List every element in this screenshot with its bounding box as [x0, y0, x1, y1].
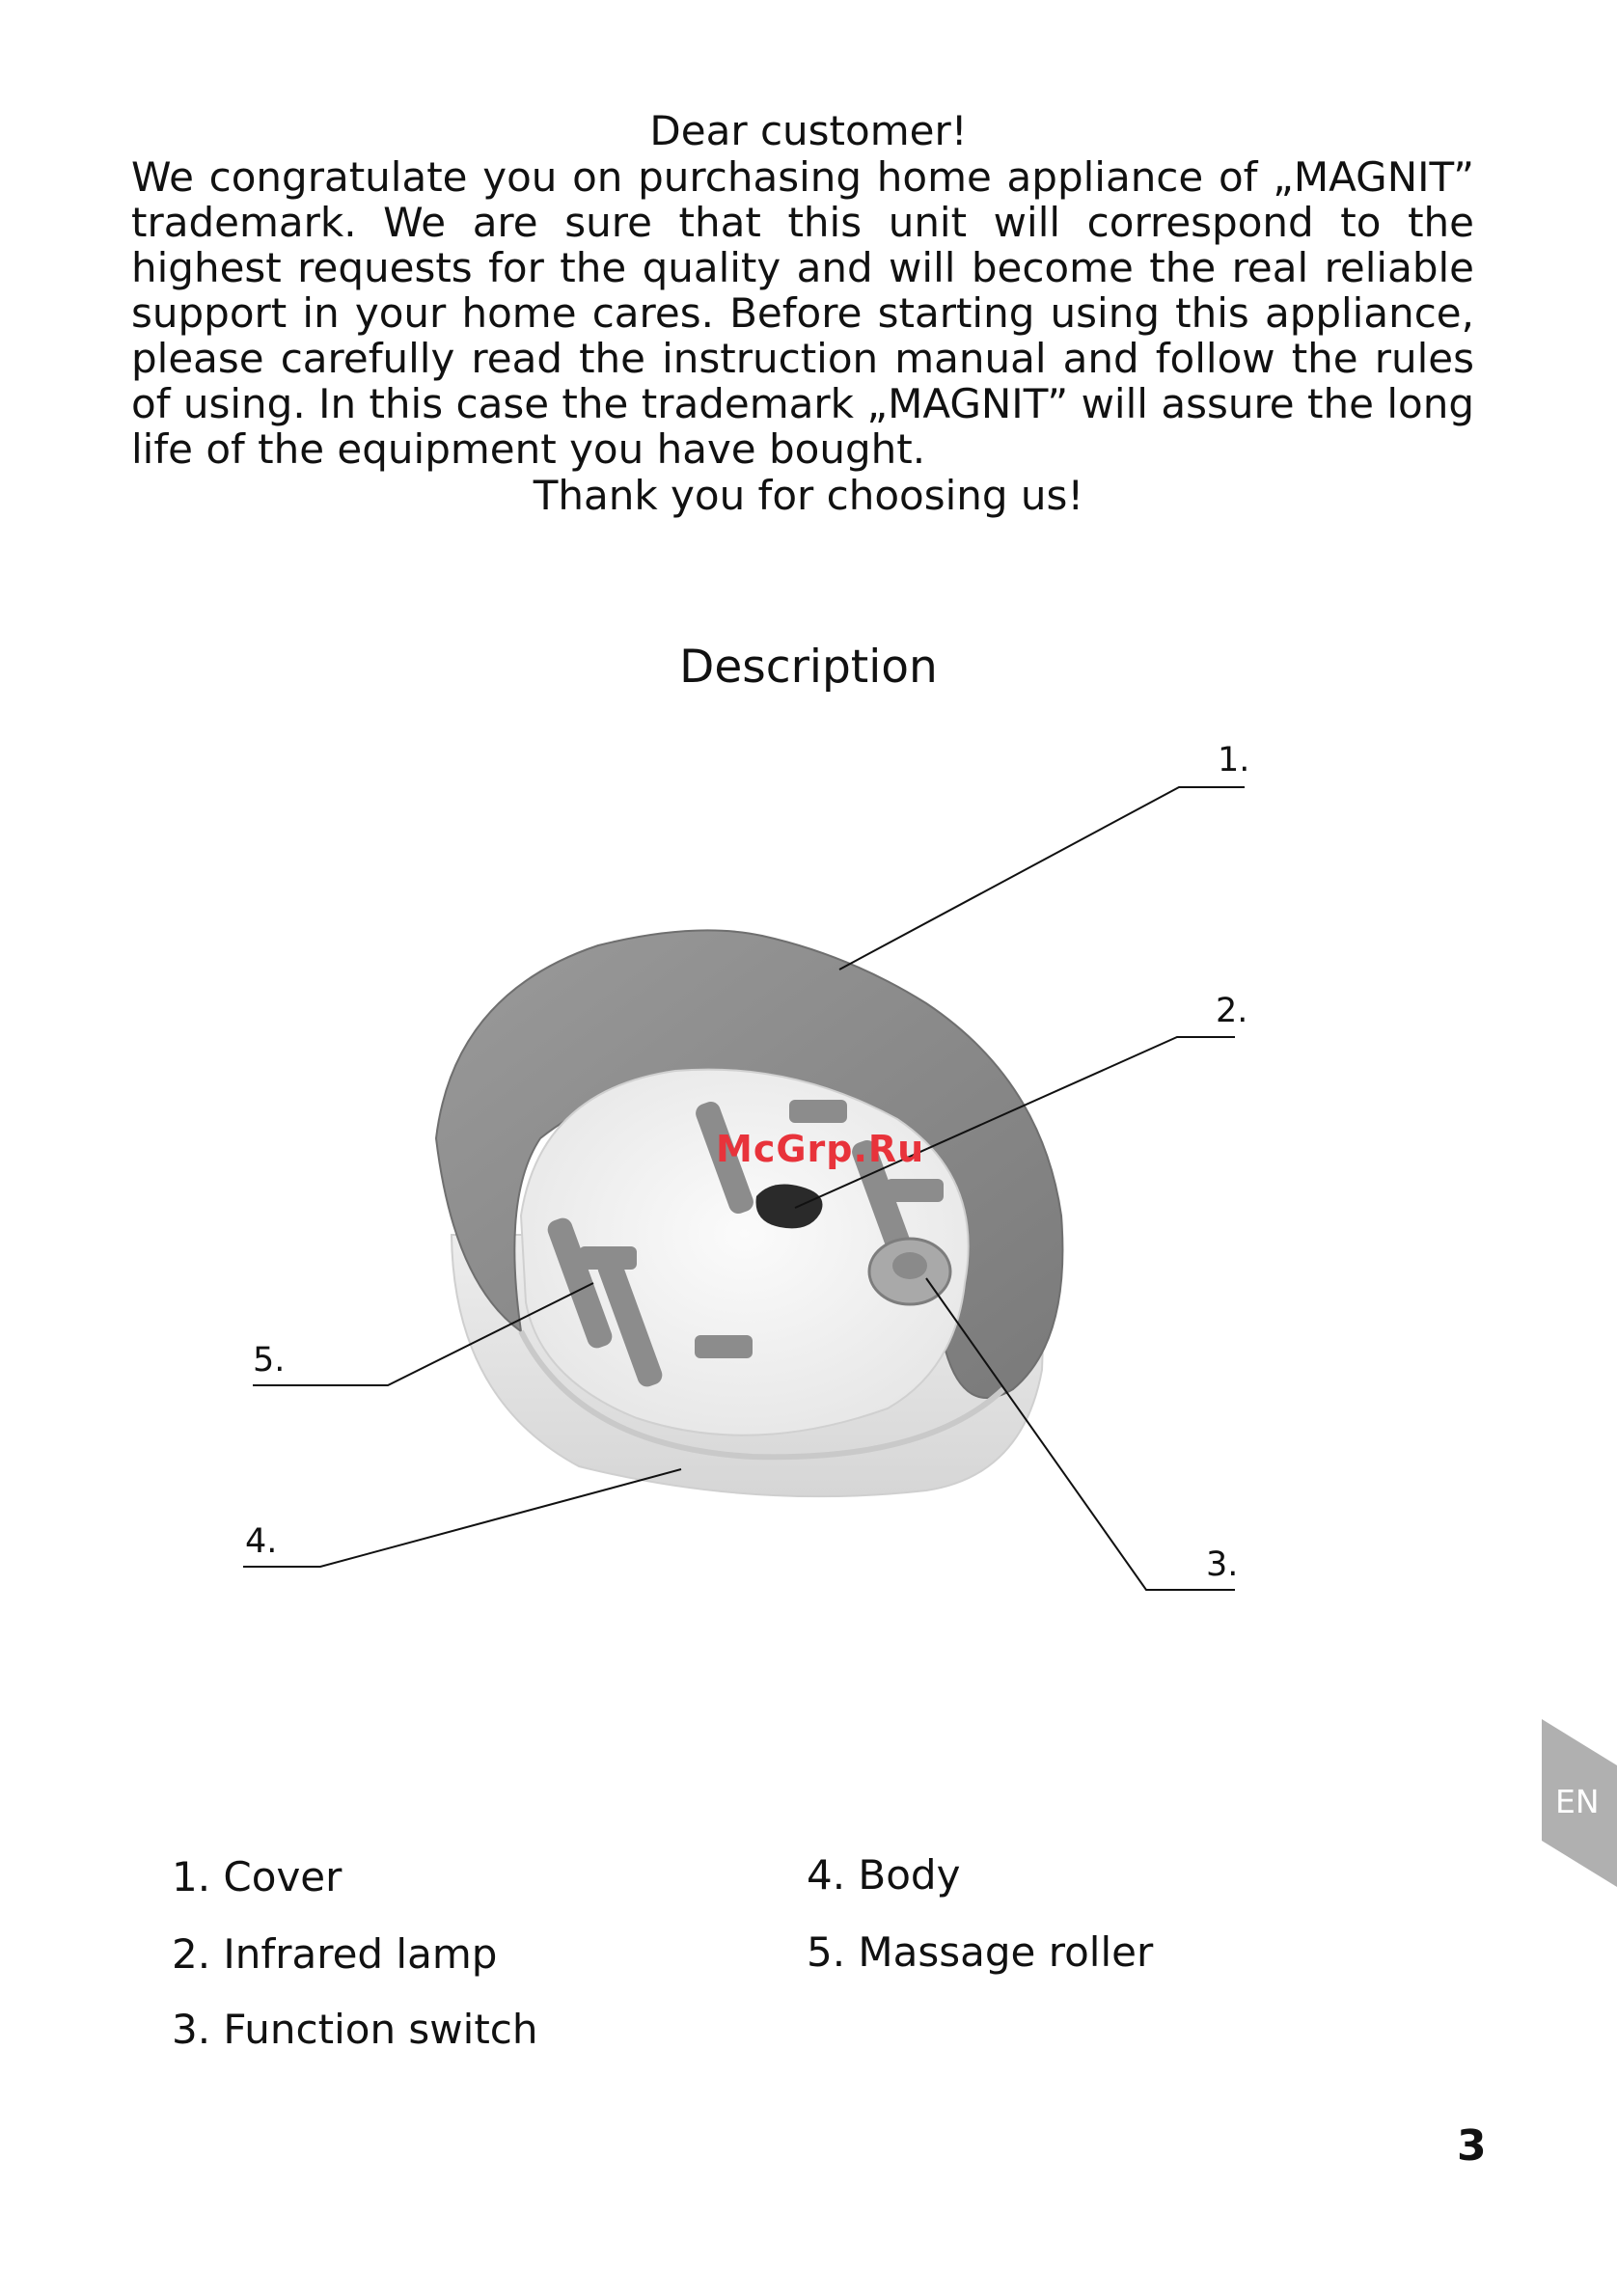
callout-5: 5. — [253, 1341, 286, 1380]
description-title: Description — [679, 641, 938, 694]
part-infrared-lamp: 2. Infrared lamp — [172, 1930, 498, 1978]
callout-1: 1. — [1218, 741, 1250, 779]
callout-2: 2. — [1216, 992, 1248, 1030]
thanks-line: Thank you for choosing us! — [533, 472, 1084, 519]
part-function-switch: 3. Function switch — [172, 2006, 538, 2053]
intro-paragraph: We congratulate you on purchasing home appliance of „MAGNIT” trademark. We are sure that this unit will correspond to the highest requests for the quality and will become the real reliable support in your home cares. Before starting using this appliance, please carefully read the instruction manual and follow the rules of using. In this case the trademark „MAGNIT” will assure the long life of the equipment you have bought. — [131, 153, 1474, 473]
part-cover: 1. Cover — [172, 1853, 343, 1900]
page-number: 3 — [1457, 2121, 1487, 2171]
callout-3: 3. — [1206, 1545, 1239, 1584]
greeting-heading: Dear customer! — [649, 107, 968, 154]
language-tab-label: EN — [1555, 1783, 1600, 1820]
callout-4: 4. — [245, 1522, 278, 1561]
part-body: 4. Body — [807, 1851, 961, 1899]
part-massage-roller: 5. Massage roller — [807, 1928, 1154, 1976]
watermark-text: McGrp.Ru — [716, 1128, 925, 1170]
